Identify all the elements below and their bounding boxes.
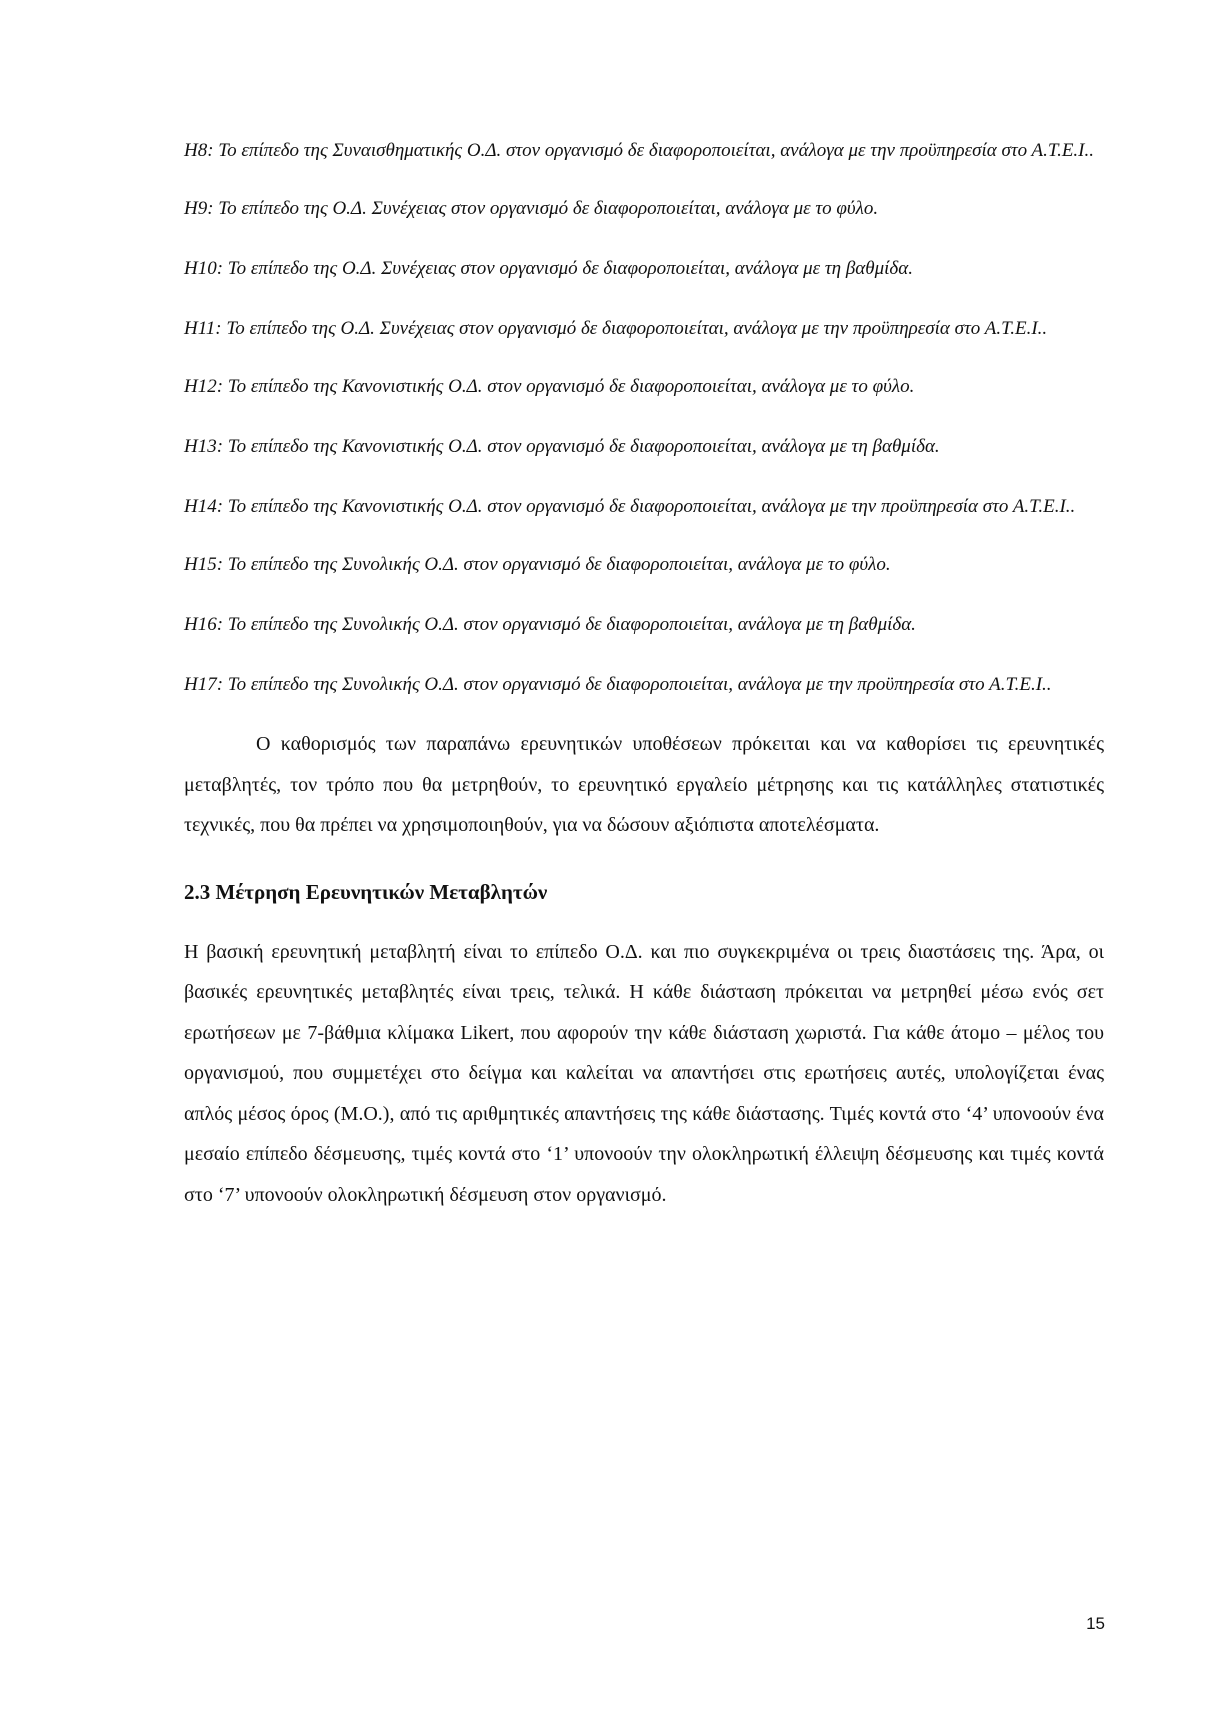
hypothesis-h16: H16: Το επίπεδο της Συνολικής Ο.Δ. στον οργανισμό δε διαφοροποιείται, ανάλογα με τη βαθμίδα. (184, 614, 916, 635)
hypothesis-h9: H9: Το επίπεδο της Ο.Δ. Συνέχειας στον οργανισμό δε διαφοροποιείται, ανάλογα με το φύλο. (184, 198, 879, 219)
hypothesis-h13: H13: Το επίπεδο της Κανονιστικής Ο.Δ. στον οργανισμό δε διαφοροποιείται, ανάλογα με τη βαθμίδα. (184, 436, 940, 457)
page-content (184, 132, 1104, 1215)
page-number: 15 (1086, 1614, 1105, 1633)
hypothesis-h14: H14: Το επίπεδο της Κανονιστικής Ο.Δ. στον οργανισμό δε διαφοροποιείται, ανάλογα με την προϋπηρεσία στο Α.Τ.Ε.Ι.. (184, 496, 1076, 517)
hypothesis-h15: H15: Το επίπεδο της Συνολικής Ο.Δ. στον οργανισμό δε διαφοροποιείται, ανάλογα με το φύλο. (184, 554, 891, 575)
hypothesis-h11: H11: Το επίπεδο της Ο.Δ. Συνέχειας στον οργανισμό δε διαφοροποιείται, ανάλογα με την προϋπηρεσία στο Α.Τ.Ε.Ι.. (184, 318, 1048, 339)
hypothesis-h8: H8: Το επίπεδο της Συναισθηματικής Ο.Δ. στον οργανισμό δε διαφοροποιείται, ανάλογα με την προϋπηρεσία στο Α.Τ.Ε.Ι.. (184, 140, 1094, 161)
hypothesis-h10: H10: Το επίπεδο της Ο.Δ. Συνέχειας στον οργανισμό δε διαφοροποιείται, ανάλογα με τη βαθμίδα. (184, 258, 913, 279)
hypothesis-h17: H17: Το επίπεδο της Συνολικής Ο.Δ. στον οργανισμό δε διαφοροποιείται, ανάλογα με την προϋπηρεσία στο Α.Τ.Ε.Ι.. (184, 674, 1052, 695)
section-heading: 2.3 Μέτρηση Ερευνητικών Μεταβλητών (184, 879, 548, 904)
section-paragraph: Η βασική ερευνητική μεταβλητή είναι το επίπεδο Ο.Δ. και πιο συγκεκριμένα οι τρεις διαστάσεις της. Άρα, οι βασικές ερευνητικές μεταβλητές είναι τρεις, τελικά. Η κάθε διάσταση πρόκειται να μετρηθεί μέσω ενός σετ ερωτήσεων με 7-βάθμια κλίμακα Likert, που αφορούν την κάθε διάσταση χωριστά. Για κάθε άτομο – μέλος του οργανισμού, που συμμετέχει στο δείγμα και καλείται να απαντήσει στις ερωτήσεις αυτές, υπολογίζεται ένας απλός μέσος όρος (Μ.Ο.), από τις αριθμητικές απαντήσεις της κάθε διάστασης. Τιμές κοντά στο ‘4’ υπονοούν ένα μεσαίο επίπεδο δέσμευσης, τιμές κοντά στο ‘1’ υπονοούν την ολοκληρωτική έλλειψη δέσμευσης και τιμές κοντά στο ‘7’ υπονοούν ολοκληρωτική δέσμευση στον οργανισμό. (184, 940, 1104, 1206)
intro-paragraph: Ο καθορισμός των παραπάνω ερευνητικών υποθέσεων πρόκειται και να καθορίσει τις ερευνητικές μεταβλητές, τον τρόπο που θα μετρηθούν, το ερευνητικό εργαλείο μέτρησης και τις κατάλληλες στατιστικές τεχνικές, που θα πρέπει να χρησιμοποιηθούν, για να δώσουν αξιόπιστα αποτελέσματα. (184, 733, 1104, 836)
hypothesis-h12: H12: Το επίπεδο της Κανονιστικής Ο.Δ. στον οργανισμό δε διαφοροποιείται, ανάλογα με το φύλο. (184, 376, 915, 397)
